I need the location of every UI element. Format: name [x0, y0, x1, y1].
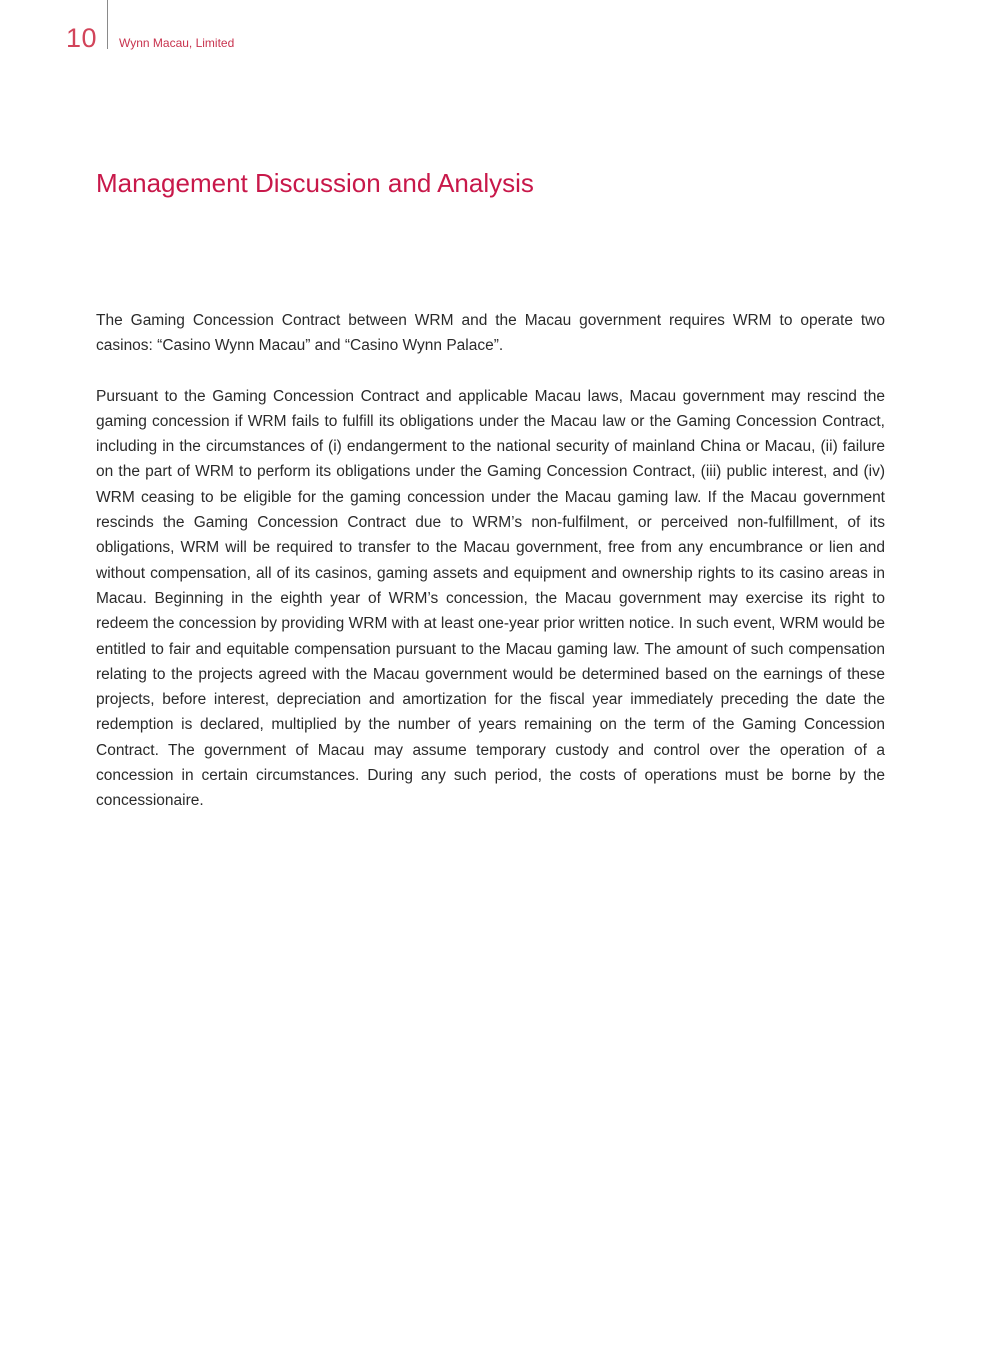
section-title: Management Discussion and Analysis	[96, 168, 534, 198]
page-number: 10	[66, 23, 98, 53]
body-text	[96, 308, 885, 839]
paragraph: The Gaming Concession Contract between WRM and the Macau government requires WRM to operate two casinos: “Casino Wynn Macau” and “Casino Wynn Palace”.	[96, 312, 885, 355]
header-divider	[107, 0, 108, 49]
paragraph: Pursuant to the Gaming Concession Contract and applicable Macau laws, Macau government may rescind the gaming concession if WRM fails to fulfill its obligations under the Macau law or the Gaming Concession Contract, including in the circumstances of (i) endangerment to the national security of mainland China or Macau, (ii) failure on the part of WRM to perform its obligations under the Gaming Concession Contract, (iii) public interest, and (iv) WRM ceasing to be eligible for the gaming concession under the Macau gaming law. If the Macau government rescinds the Gaming Concession Contract due to WRM’s non-fulfilment, or perceived non-fulfillment, of its obligations, WRM will be required to transfer to the Macau government, free from any encumbrance or lien and without compensation, all of its casinos, gaming assets and equipment and ownership rights to its casino areas in Macau. Beginning in the eighth year of WRM’s concession, the Macau government may exercise its right to redeem the concession by providing WRM with at least one-year prior written notice. In such event, WRM would be entitled to fair and equitable compensation pursuant to the Macau gaming law. The amount of such compensation relating to the projects agreed with the Macau government would be determined based on the earnings of these projects, before interest, depreciation and amortization for the fiscal year immediately preceding the date the redemption is declared, multiplied by the number of years remaining on the term of the Gaming Concession Contract. The government of Macau may assume temporary custody and control over the operation of a concession in certain circumstances. During any such period, the costs of operations must be borne by the concessionaire.	[96, 387, 885, 810]
company-name: Wynn Macau, Limited	[119, 36, 235, 50]
